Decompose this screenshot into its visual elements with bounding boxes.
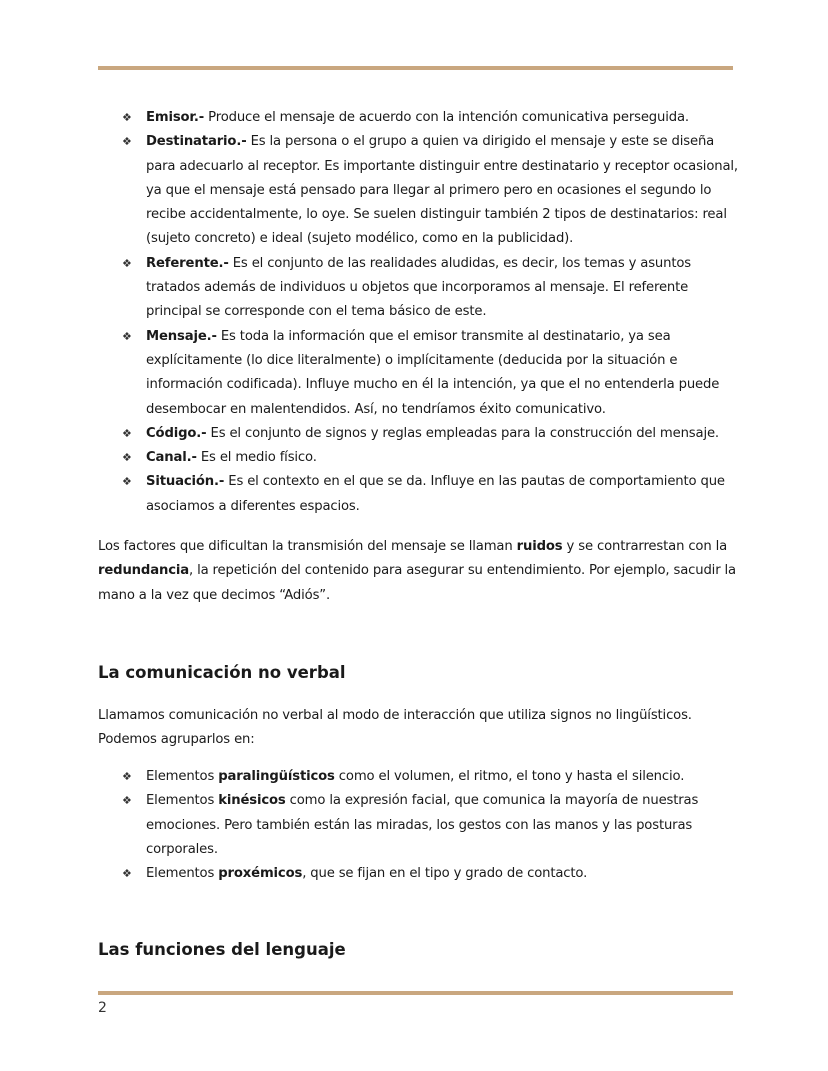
bullet-icon: ❖ [122,111,132,124]
list-item: ❖ Emisor.- Produce el mensaje de acuerdo con la intención comunicativa perseguida. [98,106,738,130]
term-redundancia: redundancia [98,563,189,579]
term: Situación.- [146,474,225,490]
bullet-icon: ❖ [122,256,132,270]
nonverbal-paragraph: Llamamos comunicación no verbal al modo de interacción que utiliza signos no lingüísticos. Podemos agruparlos en: [98,708,692,748]
communication-elements-list [98,106,738,519]
list-item: ❖ Situación.- Es el contexto en el que se da. Influye en las pautas de comportamiento que asociamos a diferentes espacios. [98,470,738,519]
page-number: 2 [98,1000,107,1016]
term: Canal.- [146,450,197,466]
bullet-icon: ❖ [122,135,132,149]
nonverbal-list [98,765,718,886]
bullet-icon: ❖ [122,475,132,489]
header-rule [98,66,733,70]
list-item: ❖ Elementos paralingüísticos como el volumen, el ritmo, el tono y hasta el silencio. [98,765,718,789]
list-item: ❖ Canal.- Es el medio físico. [98,446,738,470]
term: Emisor.- [146,110,205,125]
list-item: ❖ Destinatario.- Es la persona o el grupo a quien va dirigido el mensaje y este se diseña para adecuarlo al receptor. Es importante distinguir entre destinatario y receptor ocasional, ya que el mensaje está pensado para llegar al primero pero en ocasiones el segundo lo recibe accidentalmente, lo oye. Se suelen distinguir también 2 tipos de destinatarios: real (sujeto concreto) e ideal (sujeto modélico, como en la publicidad). [98,130,738,251]
section-heading-functions: Las funciones del lenguaje [98,940,346,959]
bullet-icon: ❖ [122,426,132,440]
term: Código.- [146,425,207,441]
term: Mensaje.- [146,328,217,344]
bullet-icon: ❖ [122,867,132,881]
term-ruidos: ruidos [516,539,563,554]
bullet-icon: ❖ [122,451,132,465]
section-heading-nonverbal: La comunicación no verbal [98,663,346,682]
term: Referente.- [146,255,229,271]
term: Destinatario.- [146,134,247,150]
list-item: ❖ Código.- Es el conjunto de signos y reglas empleadas para la construcción del mensaje. [98,422,738,446]
term: kinésicos [218,793,286,809]
bullet-icon: ❖ [122,770,132,783]
bullet-icon: ❖ [122,794,132,808]
term: proxémicos [218,866,303,882]
list-item: ❖ Mensaje.- Es toda la información que el emisor transmite al destinatario, ya sea explícitamente (lo dice literalmente) o implícitamente (deducida por la situación e información codificada). Influye mucho en él la intención, ya que el no entenderla puede desembocar en malentendidos. Así, no tendríamos éxito comunicativo. [98,325,738,422]
list-item: ❖ Elementos proxémicos, que se fijan en el tipo y grado de contacto. [98,862,718,886]
list-item: ❖ Referente.- Es el conjunto de las realidades aludidas, es decir, los temas y asuntos tratados además de individuos u objetos que incorporamos al mensaje. El referente principal se corresponde con el tema básico de este. [98,252,738,325]
footer-rule [98,991,733,995]
bullet-icon: ❖ [122,329,132,343]
noise-paragraph: Los factores que dificultan la transmisión del mensaje se llaman ruidos y se contrarrestan con la redundancia, la repetición del contenido para asegurar su entendimiento. Por ejemplo, sacudir la mano a la vez que decimos “Adiós”. [98,539,736,603]
term: paralingüísticos [218,769,335,784]
list-item: ❖ Elementos kinésicos como la expresión facial, que comunica la mayoría de nuestras emociones. Pero también están las miradas, los gestos con las manos y las posturas corporales. [98,789,718,862]
